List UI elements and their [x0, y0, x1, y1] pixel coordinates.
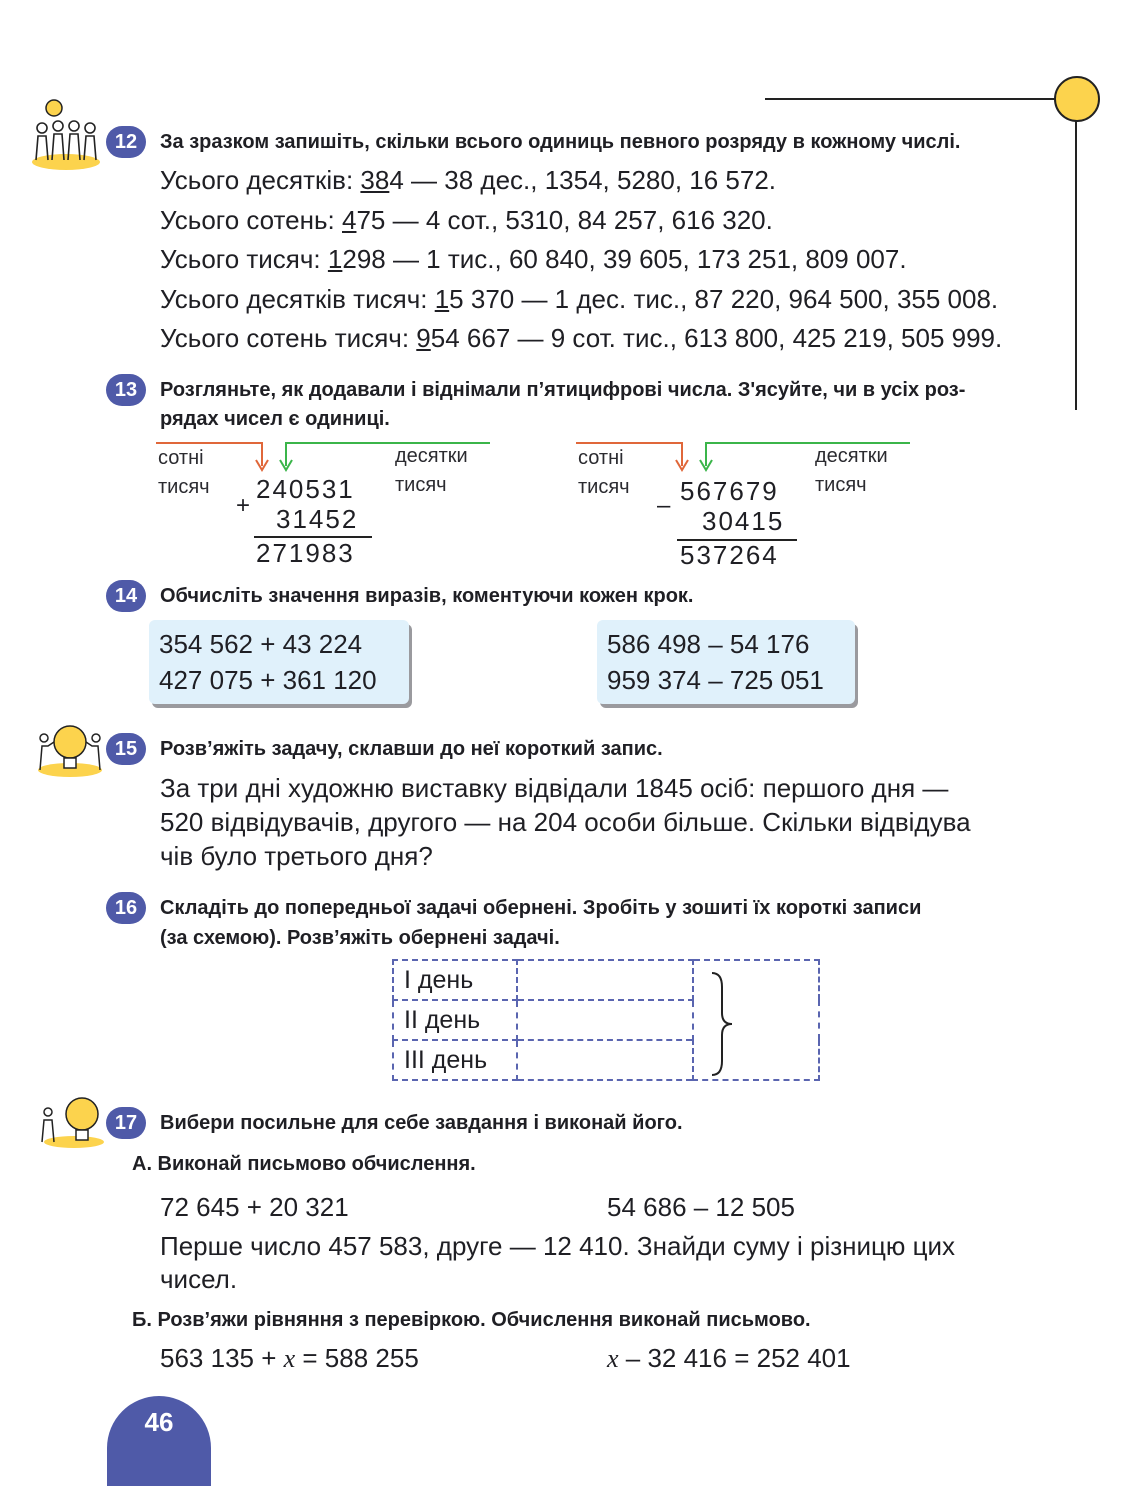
add-result: 271983 — [256, 538, 355, 568]
expression-box-2 — [597, 620, 855, 704]
task-17-part-b-label: Б. Розв’яжи рівняння з перевіркою. Обчислення виконай письмово. — [132, 1309, 811, 1331]
task-17-text-line-2: чисел. — [160, 1264, 238, 1294]
task-12-line-4: Усього десятків тисяч: 15 370 — 1 дес. тис., 87 220, 964 500, 355 008. — [160, 284, 999, 314]
sub-label-hundreds-2: тисяч — [578, 476, 630, 498]
equation-2-variable: x — [607, 1344, 619, 1373]
task-13-heading-line-2: рядах чисел є одиниці. — [160, 408, 390, 430]
add-arrows — [156, 440, 496, 476]
task-12-badge: 12 — [106, 126, 146, 158]
add-label-hundreds-2: тисяч — [158, 476, 210, 498]
sub-operand-2: 30415 — [702, 506, 785, 536]
expression-1: 354 562 + 43 224 — [159, 629, 363, 659]
scheme-value-2 — [517, 1000, 693, 1040]
task-17-heading: Вибери посильне для себе завдання і виконай його. — [160, 1112, 683, 1134]
scheme-table-wrapper — [392, 959, 820, 1081]
equation-1-variable: x — [283, 1344, 296, 1373]
curly-brace-icon — [708, 969, 738, 1079]
scheme-value-1 — [517, 960, 693, 1000]
scheme-table — [392, 959, 820, 1081]
sub-label-tens-1: десятки — [815, 445, 888, 467]
yellow-circle-icon — [1054, 76, 1100, 122]
task-17-part-a-label: А. Виконай письмово обчислення. — [132, 1153, 476, 1175]
lightbulb-thinker-icon — [34, 1094, 106, 1150]
scheme-day-3: ІІІ день — [393, 1040, 517, 1080]
header-line — [765, 98, 1055, 100]
expression-2: 427 075 + 361 120 — [159, 665, 377, 695]
add-label-hundreds-1: сотні — [158, 447, 204, 469]
sub-operand-1: 567679 — [680, 476, 779, 506]
expression-3: 586 498 – 54 176 — [607, 629, 810, 659]
add-operand-1: 240531 — [256, 474, 355, 504]
add-label-tens-2: тисяч — [395, 474, 447, 496]
task-13-badge: 13 — [106, 374, 146, 406]
group-idea-icon — [28, 96, 104, 172]
sub-sign: – — [657, 492, 671, 519]
add-label-tens-1: десятки — [395, 445, 468, 467]
task-12-line-5: Усього сотень тисяч: 954 667 — 9 сот. тис., 613 800, 425 219, 505 999. — [160, 323, 1003, 353]
task-12-heading: За зразком запишіть, скільки всього одиниць певного розряду в кожному числі. — [160, 131, 961, 153]
lightbulb-people-icon — [34, 722, 106, 778]
task-17-expression-2: 54 686 – 12 505 — [607, 1192, 795, 1222]
scheme-day-1: І день — [393, 960, 517, 1000]
add-sign: + — [236, 492, 251, 519]
scheme-row-1 — [393, 960, 819, 1000]
task-14-badge: 14 — [106, 580, 146, 612]
equation-1: 563 135 + x = 588 255 — [160, 1343, 419, 1373]
task-15-line-1: За три дні художню виставку відвідали 1845 осіб: першого дня — — [160, 773, 949, 803]
page-number: 46 — [144, 1407, 174, 1437]
scheme-total-cell — [693, 960, 819, 1080]
task-15-heading: Розв’яжіть задачу, склавши до неї короткий запис. — [160, 738, 663, 760]
task-12-line-2: Усього сотень: 475 — 4 сот., 5310, 84 257, 616 320. — [160, 205, 773, 235]
task-15-line-3: чів було третього дня? — [160, 841, 433, 871]
task-12-line-1: Усього десятків: 384 — 38 дес., 1354, 5280, 16 572. — [160, 165, 777, 195]
sub-result: 537264 — [680, 540, 779, 570]
sub-label-tens-2: тисяч — [815, 474, 867, 496]
sub-label-hundreds-1: сотні — [578, 447, 624, 469]
task-16-heading-line-1: Складіть до попередньої задачі обернені. Зробіть у зошиті їх короткі записи — [160, 897, 922, 919]
expression-box-1 — [149, 620, 409, 704]
task-16-heading-line-2: (за схемою). Розв’яжіть обернені задачі. — [160, 927, 560, 949]
sub-arrows — [576, 440, 916, 476]
scheme-day-2: ІІ день — [393, 1000, 517, 1040]
scheme-value-3 — [517, 1040, 693, 1080]
header-vertical-line — [1075, 120, 1077, 410]
equation-2: x – 32 416 = 252 401 — [607, 1343, 851, 1373]
task-17-expression-1: 72 645 + 20 321 — [160, 1192, 349, 1222]
task-17-badge: 17 — [106, 1107, 146, 1139]
task-15-line-2: 520 відвідувачів, другого — на 204 особи більше. Скільки відвідува — [160, 807, 971, 837]
task-13-heading-line-1: Розгляньте, як додавали і віднімали п’ятицифрові числа. З'ясуйте, чи в усіх роз- — [160, 379, 966, 401]
add-operand-2: 31452 — [276, 504, 359, 534]
task-12-line-3: Усього тисяч: 1298 — 1 тис., 60 840, 39 605, 173 251, 809 007. — [160, 244, 907, 274]
task-14-heading: Обчисліть значення виразів, коментуючи кожен крок. — [160, 585, 694, 607]
task-16-badge: 16 — [106, 892, 146, 924]
task-17-text-line-1: Перше число 457 583, друге — 12 410. Знайди суму і різницю цих — [160, 1231, 956, 1261]
expression-4: 959 374 – 725 051 — [607, 665, 824, 695]
task-15-badge: 15 — [106, 733, 146, 765]
